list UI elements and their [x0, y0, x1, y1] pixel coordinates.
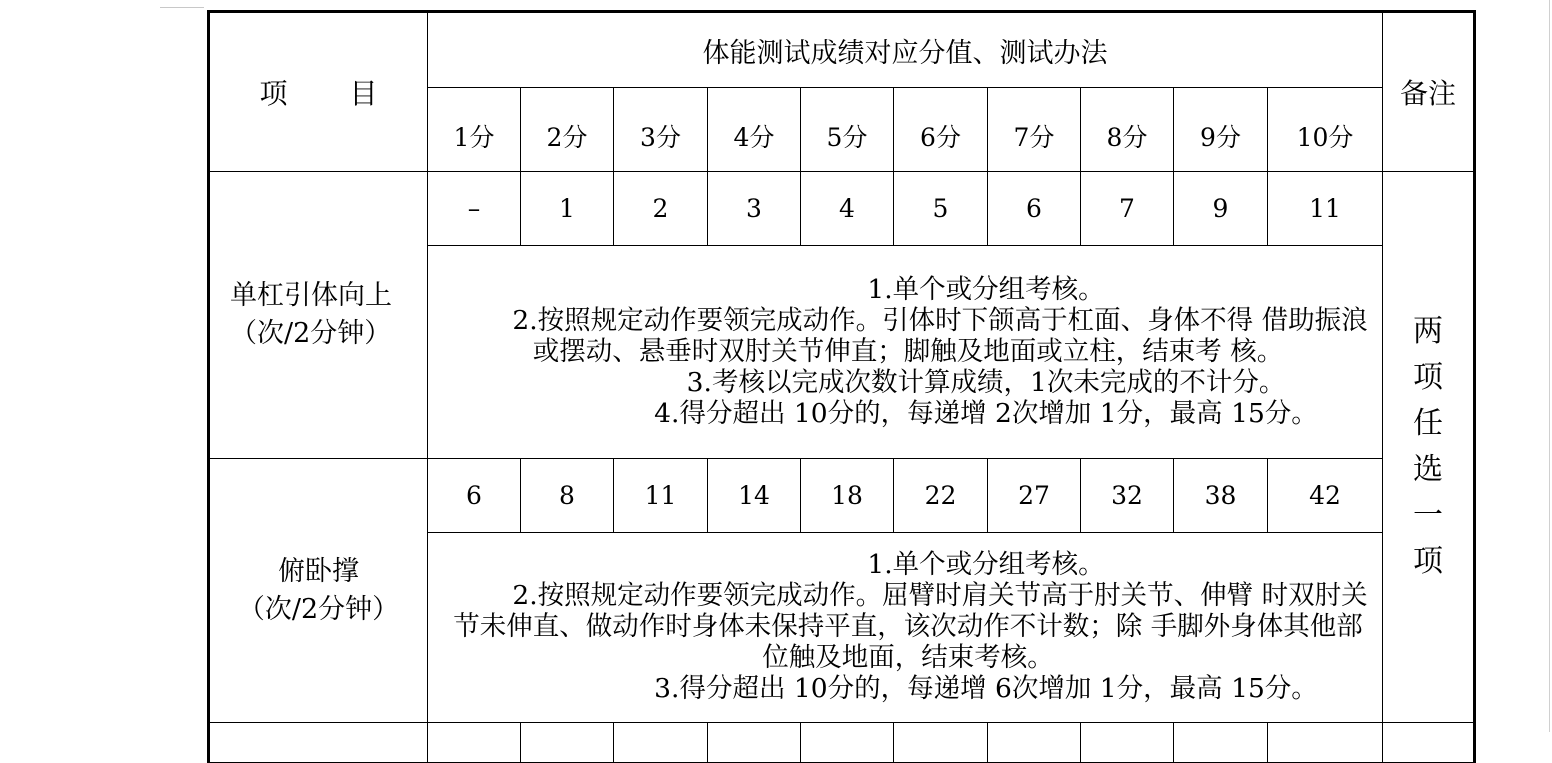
value-cell: 5	[894, 172, 988, 246]
table-cell	[894, 723, 988, 763]
score-cell: 10分	[1268, 88, 1383, 172]
value-cell: 9	[1174, 172, 1268, 246]
score-cell: 4分	[708, 88, 801, 172]
pushup-item-name	[209, 459, 428, 723]
method-line: 3.考核以完成次数计算成绩，1次未完成的不计分。	[686, 366, 1286, 398]
value-cell: 6	[988, 172, 1081, 246]
score-cell: 2分	[521, 88, 614, 172]
header-row	[209, 12, 1475, 88]
value-cell: 14	[708, 459, 801, 533]
score-cell: 9分	[1174, 88, 1268, 172]
value-cell: 18	[801, 459, 894, 533]
table-cell	[1268, 723, 1383, 763]
method-line: 2.按照规定动作要领完成动作。引体时下颌高于杠面、身体不得 借助振浪或摆动、悬垂时双肘关节伸直；脚触及地面或立柱，结束考 核。	[512, 304, 1368, 367]
method-line: 3.得分超出 10分的，每递增 6次增加 1分，最高 15分。	[654, 673, 1318, 704]
value-cell: 8	[521, 459, 614, 533]
page-corner-mark	[160, 7, 204, 8]
table-cell	[708, 723, 801, 763]
method-line: 1.单个或分组考核。	[867, 549, 1105, 580]
score-cell: 8分	[1081, 88, 1174, 172]
pushup-name-line-2: （次/2分钟）	[237, 593, 400, 625]
next-row-partial	[209, 723, 1475, 763]
method-line: 2.按照规定动作要领完成动作。屈臂时肩关节高于肘关节、伸臂 时双肘关节未伸直、做动作时身体未保持平直，该次动作不计数；除 手脚外身体其他部位触及地面，结束考核。	[453, 580, 1368, 673]
method-line: 1.单个或分组考核。	[867, 273, 1105, 305]
score-cell: 5分	[801, 88, 894, 172]
value-cell: 38	[1174, 459, 1268, 533]
value-cell: 3	[708, 172, 801, 246]
table-cell	[428, 723, 521, 763]
table-cell	[1383, 723, 1475, 763]
table-cell	[614, 723, 708, 763]
value-cell: 6	[428, 459, 521, 533]
value-cell: 11	[614, 459, 708, 533]
value-cell: 11	[1268, 172, 1383, 246]
pullup-item-name: 单杠引体向上（次/2分钟）	[209, 172, 428, 459]
value-cell: 1	[521, 172, 614, 246]
value-cell: 27	[988, 459, 1081, 533]
pullup-method	[428, 246, 1383, 459]
pushup-name-line-1: 俯卧撑	[278, 555, 359, 587]
score-cell: 3分	[614, 88, 708, 172]
table-cell	[988, 723, 1081, 763]
table-cell	[209, 723, 428, 763]
fitness-test-table	[207, 10, 1476, 763]
value-cell: –	[428, 172, 521, 246]
score-cell: 7分	[988, 88, 1081, 172]
value-cell: 42	[1268, 459, 1383, 533]
value-cell: 22	[894, 459, 988, 533]
note-header: 备注	[1383, 12, 1475, 172]
remark-cell	[1383, 172, 1475, 723]
table-cell	[1081, 723, 1174, 763]
table-cell	[1174, 723, 1268, 763]
table-cell	[801, 723, 894, 763]
score-cell: 1分	[428, 88, 521, 172]
value-cell: 32	[1081, 459, 1174, 533]
value-cell: 7	[1081, 172, 1174, 246]
item-header-char-1: 项	[259, 77, 288, 110]
table-cell	[521, 723, 614, 763]
value-cell: 2	[614, 172, 708, 246]
item-header	[209, 12, 428, 172]
method-line: 4.得分超出 10分的，每递增 2次增加 1分，最高 15分。	[654, 397, 1318, 429]
score-cell: 6分	[894, 88, 988, 172]
pushup-values-row	[209, 459, 1475, 533]
score-method-header: 体能测试成绩对应分值、测试办法	[428, 12, 1383, 88]
value-cell: 4	[801, 172, 894, 246]
page-margin-line	[1549, 0, 1550, 732]
pullup-values-row	[209, 172, 1475, 246]
item-header-char-2: 目	[349, 77, 378, 110]
remark-text: 两项任选一项	[1413, 314, 1443, 579]
pushup-method	[428, 533, 1383, 723]
